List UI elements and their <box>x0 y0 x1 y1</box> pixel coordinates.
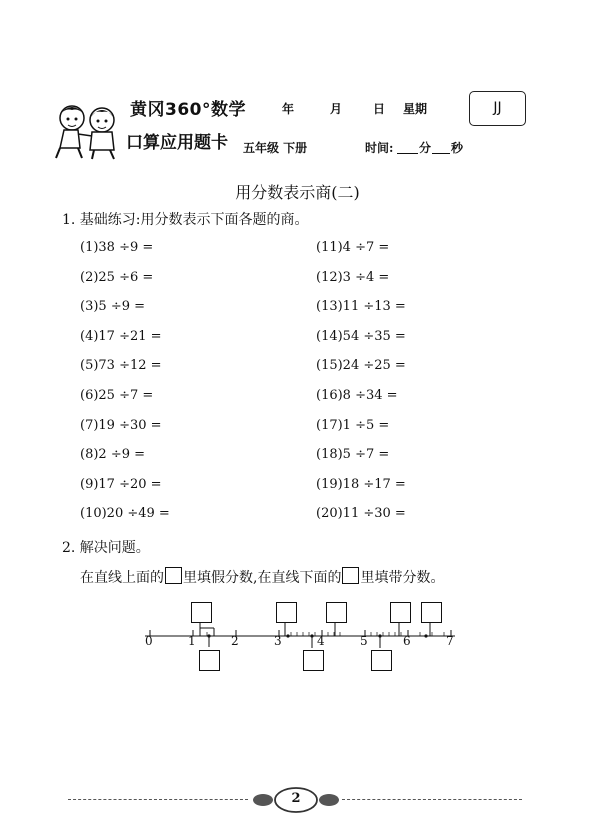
problem-5: (5)73 ÷12 = <box>80 358 162 373</box>
nl-label-7: 7 <box>446 634 454 648</box>
nl-label-5: 5 <box>360 634 368 648</box>
problem-12: (12)3 ÷4 = <box>316 270 390 285</box>
instruction-part-2: 里填假分数,在直线下面的 <box>183 570 342 586</box>
problem-10: (10)20 ÷49 = <box>80 506 170 521</box>
nl-label-2: 2 <box>231 634 239 648</box>
date-day: 日 <box>373 102 386 116</box>
time-seconds-unit: 秒 <box>451 141 464 155</box>
problem-13: (13)11 ÷13 = <box>316 299 406 314</box>
problem-8: (8)2 ÷9 = <box>80 447 146 462</box>
brand-title: 黄冈360°数学 <box>130 100 246 120</box>
page-title: 用分数表示商(二) <box>235 183 360 202</box>
mixed-number-box[interactable] <box>303 650 324 671</box>
nl-label-3: 3 <box>274 634 282 648</box>
problem-1: (1)38 ÷9 = <box>80 240 154 255</box>
nl-label-0: 0 <box>145 634 153 648</box>
problem-18: (18)5 ÷7 = <box>316 447 390 462</box>
number-line <box>0 590 595 680</box>
problem-19: (19)18 ÷17 = <box>316 477 406 492</box>
box-symbol <box>165 567 182 584</box>
problem-7: (7)19 ÷30 = <box>80 418 162 433</box>
instruction-part-1: 在直线上面的 <box>80 570 164 586</box>
improper-fraction-box[interactable] <box>326 602 347 623</box>
cartoon-kids-logo <box>50 98 128 160</box>
problem-20: (20)11 ÷30 = <box>316 506 406 521</box>
problem-15: (15)24 ÷25 = <box>316 358 406 373</box>
time-seconds-blank <box>432 153 450 154</box>
problem-6: (6)25 ÷7 = <box>80 388 154 403</box>
problem-16: (16)8 ÷34 = <box>316 388 398 403</box>
time-label: 时间: <box>365 141 394 155</box>
problem-17: (17)1 ÷5 = <box>316 418 390 433</box>
section1-heading: 1. 基础练习:用分数表示下面各题的商。 <box>62 212 309 228</box>
mixed-number-box[interactable] <box>371 650 392 671</box>
page-number: 2 <box>291 791 301 806</box>
improper-fraction-box[interactable] <box>276 602 297 623</box>
section2-instruction <box>80 567 444 587</box>
mixed-number-box[interactable] <box>199 650 220 671</box>
improper-fraction-box[interactable] <box>421 602 442 623</box>
problem-3: (3)5 ÷9 = <box>80 299 146 314</box>
problem-14: (14)54 ÷35 = <box>316 329 406 344</box>
instruction-part-3: 里填带分数。 <box>360 570 445 586</box>
date-year: 年 <box>282 102 295 116</box>
improper-fraction-box[interactable] <box>191 602 212 623</box>
nl-label-6: 6 <box>403 634 411 648</box>
time-minutes-unit: 分 <box>419 141 432 155</box>
section2-heading: 2. 解决问题。 <box>62 540 150 556</box>
code-badge: JJ <box>469 91 526 126</box>
footer-divider-left <box>68 799 248 800</box>
date-weekday: 星期 <box>403 102 428 116</box>
time-minutes-blank <box>397 153 418 154</box>
nl-label-1: 1 <box>188 634 196 648</box>
brand-subtitle: 口算应用题卡 <box>126 133 228 153</box>
problem-9: (9)17 ÷20 = <box>80 477 162 492</box>
box-symbol <box>342 567 359 584</box>
problem-2: (2)25 ÷6 = <box>80 270 154 285</box>
problem-11: (11)4 ÷7 = <box>316 240 390 255</box>
footer-divider-right <box>342 799 522 800</box>
problem-4: (4)17 ÷21 = <box>80 329 162 344</box>
date-month: 月 <box>330 102 343 116</box>
nl-label-4: 4 <box>317 634 325 648</box>
improper-fraction-box[interactable] <box>390 602 411 623</box>
grade-label: 五年级 下册 <box>243 141 308 155</box>
